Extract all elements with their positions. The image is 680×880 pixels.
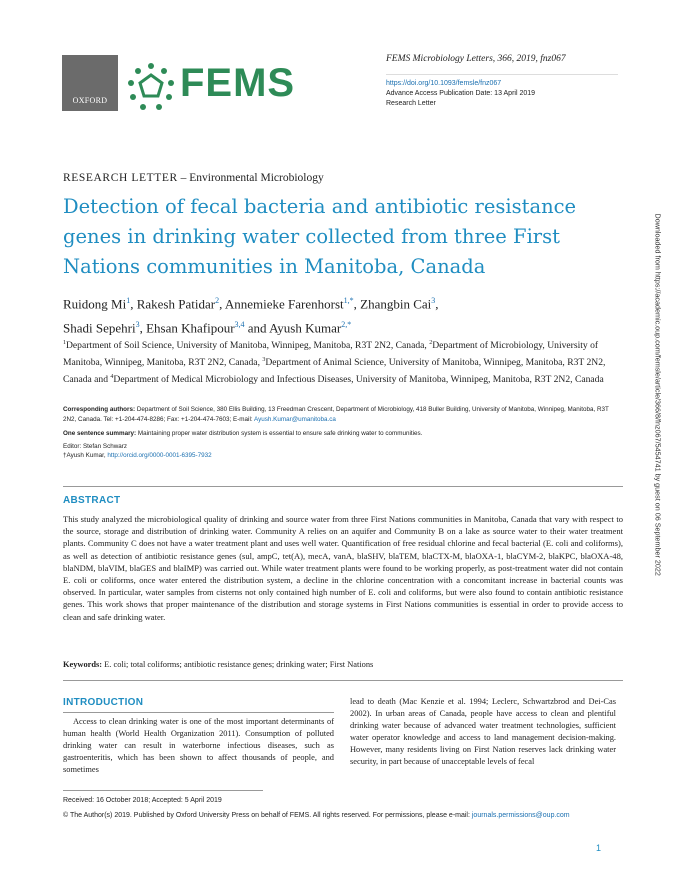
- author-list: Ruidong Mi$^1$, Rakesh Patidar$^2$, Annemieke Farenhorst$^{1,*}$, Zhangbin Cai$^3$, Shadi Sepehri$^3$, Ehsan Khafipour$^{3,4}$ and Ayush Kumar$^{2,*}$: [63, 296, 439, 336]
- summary-text: Maintaining proper water distribution system is essential to ensure safe drinking water to communities.: [136, 430, 423, 437]
- one-sentence-summary: [63, 430, 623, 437]
- affil-sup: 4: [110, 374, 114, 381]
- introduction-column-2: lead to death (Mac Kenzie et al. 1994; Leclerc, Schwartzbrod and Dei-Cas 2002). In urban areas of Canada, people have access to clean and plentiful drinking water because of advanced water treatment technologies, sufficient water operator knowledge and access to land management decision-making. However, many residents living on First Nation reserves lack drinking water security, in part because of unacceptable levels of fecal: [350, 697, 616, 766]
- affil-sup: 1: [63, 340, 66, 346]
- corresponding-text: Department of Soil Science, 380 Ellis Building, 13 Freedman Crescent, Department of Microbiology, 418 Buller Building, University of Manitoba, Winnipeg, Manitoba, R3T 2N2, Canada. Tel: +1-204-474-8286; Fax: +1-204-474-7603; E-mail:: [63, 406, 609, 423]
- keywords-text: E. coli; total coliforms; antibiotic resistance genes; drinking water; First Nations: [102, 660, 374, 669]
- advance-access-date: Advance Access Publication Date: 13 April 2019: [386, 90, 536, 97]
- section-line: [63, 172, 324, 184]
- copyright-text: © The Author(s) 2019. Published by Oxford University Press on behalf of FEMS. All rights reserved. For permissions, please e-mail:: [63, 812, 472, 819]
- author-name: Annemieke Farenhorst: [224, 296, 344, 312]
- author-name: Rakesh Patidar: [136, 296, 216, 312]
- summary-label: One sentence summary:: [63, 430, 137, 437]
- affiliation: Department of Microbiology, University of Manitoba, Winnipeg, Manitoba, R3T 2N2, Canada,: [63, 340, 599, 369]
- abstract-body: This study analyzed the microbiological quality of drinking and source water from three First Nations communities in Manitoba, Canada that vary with respect to the source, storage and distribution of drinking water. Community A relies on an aquifer and Community B on a lake as source water to their water treatment plants. Community C does not have a water treatment plant and uses well water. Quantification of free residual chlorine and fecal bacterial (E. coli and coliforms), as well as detection of antibiotic resistance genes (sul, ampC, tet(A), mecA, vanA, blaSHV, blaTEM, blaCTX-M, blaOXA-1, blaCYM-2, blaKPC, blaOXA-48, blaNDM, blaVIM, blaGES and blaIMP) was carried out. While water treatment plants were found to be working properly, as post-treatment water did not contain E. coli or coliforms, once water entered the distribution system, a decline in the chlorine concentration with a concomitant increase in bacterial counts was observed. In particular, water samples from cisterns not only contained high number of E. coli and coliforms, but were also found to contain antibiotic resistance genes. This work shows that proper maintenance of the distribution and storage systems in First Nations communities is essential in order to provide access to clean and safe drinking water.: [63, 514, 623, 622]
- abstract-heading: ABSTRACT: [63, 495, 121, 506]
- author-name: Ayush Kumar: [269, 320, 342, 336]
- editor-line: Editor: Stefan Schwarz: [63, 443, 128, 450]
- corresponding-email-link[interactable]: Ayush.Kumar@umanitoba.ca: [254, 415, 336, 423]
- abstract-divider: [63, 486, 623, 487]
- keywords: [63, 660, 623, 669]
- author-affil-sup[interactable]: 1: [126, 296, 131, 305]
- page-number: 1: [596, 843, 602, 853]
- journal-citation: FEMS Microbiology Letters, 366, 2019, fnz067: [386, 54, 566, 64]
- affiliation: Department of Soil Science, University of Manitoba, Winnipeg, Manitoba, R3T 2N2, Canada,: [66, 340, 430, 352]
- author-affil-sup[interactable]: 2,*: [341, 320, 352, 330]
- author-name: Ehsan Khafipour: [146, 320, 235, 336]
- copyright-notice: [63, 811, 603, 822]
- introduction-divider: [63, 712, 334, 713]
- article-title: Detection of fecal bacteria and antibiotic resistance genes in drinking water collected from three First Nations communities in Manitoba, Canada: [63, 195, 577, 278]
- download-watermark-text: Downloaded from https://academic.oup.com/femsle/article/366/8/fnz067/5454741 by guest on 06 September 2022: [653, 213, 663, 576]
- oxford-logo: [62, 55, 118, 111]
- received-dates: Received: 16 October 2018; Accepted: 5 April 2019: [63, 797, 222, 804]
- keywords-divider: [63, 680, 623, 681]
- corresponding-authors: [63, 405, 623, 424]
- download-watermark: [652, 215, 664, 695]
- author-affil-sup[interactable]: 3: [135, 320, 140, 330]
- fems-wordmark: FEMS: [180, 61, 296, 105]
- keywords-label: Keywords:: [63, 660, 103, 669]
- section-subject: – Environmental Microbiology: [177, 172, 324, 184]
- author-affil-sup[interactable]: 3: [431, 296, 436, 305]
- footer-divider: [63, 790, 263, 791]
- orcid-label: †Ayush Kumar,: [63, 452, 108, 459]
- doi-link[interactable]: https://doi.org/10.1093/femsle/fnz067: [386, 80, 502, 87]
- affiliation: Department of Animal Science, University of Manitoba, Winnipeg, Manitoba, R3T 2N2, Canada and: [63, 357, 606, 386]
- affil-sup: 3: [262, 357, 266, 364]
- oxford-logo-text: OXFORD: [72, 96, 108, 105]
- corresponding-label: Corresponding authors:: [63, 406, 136, 413]
- author-name: Ruidong Mi: [63, 296, 127, 312]
- article-type: Research Letter: [386, 100, 436, 107]
- orcid-line: [63, 452, 212, 459]
- introduction-heading: INTRODUCTION: [63, 697, 144, 708]
- affiliation: Department of Medical Microbiology and Infectious Diseases, University of Manitoba, Winnipeg, Manitoba, R3T 2N2, Canada: [113, 374, 604, 386]
- affil-sup: 2: [429, 340, 433, 346]
- author-affil-sup[interactable]: 2: [215, 296, 220, 305]
- header-divider: [386, 74, 618, 75]
- introduction-column-1: Access to clean drinking water is one of the most important determinants of human health (World Health Organization 2011). Consumption of polluted drinking water can result in waterborne infectious diseases, such as gastroenteritis, which has been shown to affect thousands of people, and sometimes: [63, 717, 334, 774]
- orcid-link[interactable]: http://orcid.org/0000-0001-6395-7932: [107, 452, 212, 459]
- author-affil-sup[interactable]: 3,4: [234, 320, 245, 330]
- fems-emblem-icon: [126, 62, 176, 112]
- affiliations: [63, 336, 623, 388]
- permissions-email-link[interactable]: journals.permissions@oup.com: [471, 812, 570, 819]
- author-name: Shadi Sepehri: [63, 320, 136, 336]
- author-affil-sup[interactable]: 1,*: [343, 296, 354, 305]
- author-name: Zhangbin Cai: [360, 296, 432, 312]
- section-label: RESEARCH LETTER: [63, 172, 178, 184]
